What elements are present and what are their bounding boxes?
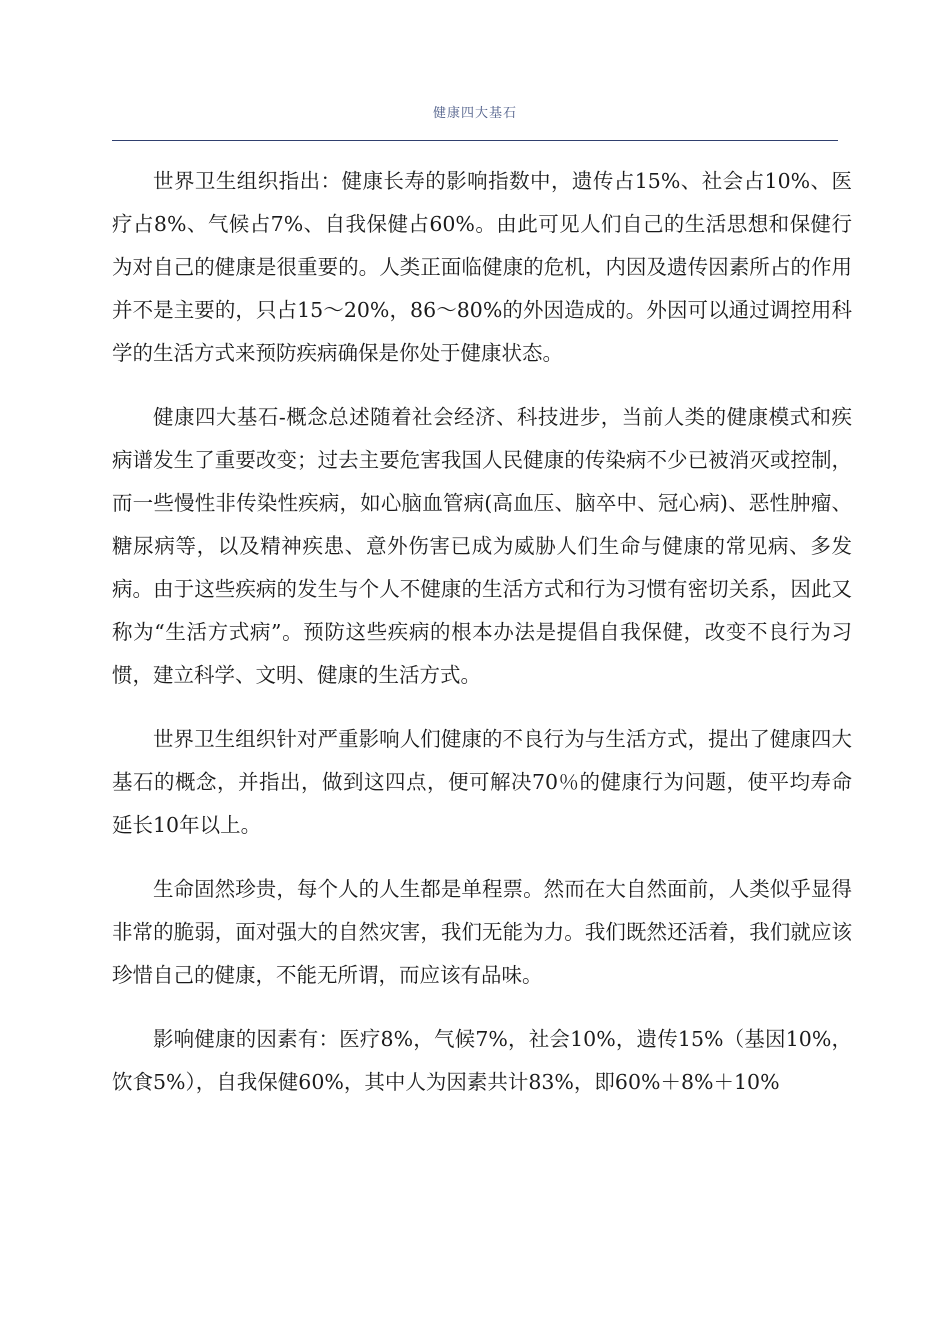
paragraph-cherish-health: 生命固然珍贵，每个人的人生都是单程票。然而在大自然面前，人类似乎显得非常的脆弱，面对强大的自然灾害，我们无能为力。我们既然还活着，我们就应该珍惜自己的健康，不能无所谓，而应该有品味。 <box>112 877 852 987</box>
paragraph-who-factors: 世界卫生组织指出：健康长寿的影响指数中，遗传占15%、社会占10%、医疗占8%、气候占7%、自我保健占60%。由此可见人们自己的生活思想和保健行为对自己的健康是很重要的。人类正面临健康的危机，内因及遗传因素所占的作用并不是主要的，只占15～20%，86～80%的外因造成的。外因可以通过调控用科学的生活方式来预防疾病确保是你处于健康状态。 <box>112 169 852 365</box>
document-body <box>112 160 852 1125</box>
header-divider <box>112 140 838 141</box>
paragraph-concept-overview: 健康四大基石-概念总述随着社会经济、科技进步，当前人类的健康模式和疾病谱发生了重要改变；过去主要危害我国人民健康的传染病不少已被消灭或控制，而一些慢性非传染性疾病，如心脑血管病(高血压、脑卒中、冠心病)、恶性肿瘤、糖尿病等，以及精神疾患、意外伤害已成为威胁人们生命与健康的常见病、多发病。由于这些疾病的发生与个人不健康的生活方式和行为习惯有密切关系，因此又称为“生活方式病”。预防这些疾病的根本办法是提倡自我保健，改变不良行为习惯，建立科学、文明、健康的生活方式。 <box>112 405 852 687</box>
paragraph-health-factors: 影响健康的因素有：医疗8%，气候7%，社会10%，遗传15%（基因10%，饮食5%），自我保健60%，其中人为因素共计83%，即60%＋8%＋10% <box>112 1027 852 1094</box>
page-header-title: 健康四大基石 <box>432 106 517 121</box>
paragraph-four-cornerstones: 世界卫生组织针对严重影响人们健康的不良行为与生活方式，提出了健康四大基石的概念，并指出，做到这四点，便可解决70％的健康行为问题，使平均寿命延长10年以上。 <box>112 727 852 837</box>
